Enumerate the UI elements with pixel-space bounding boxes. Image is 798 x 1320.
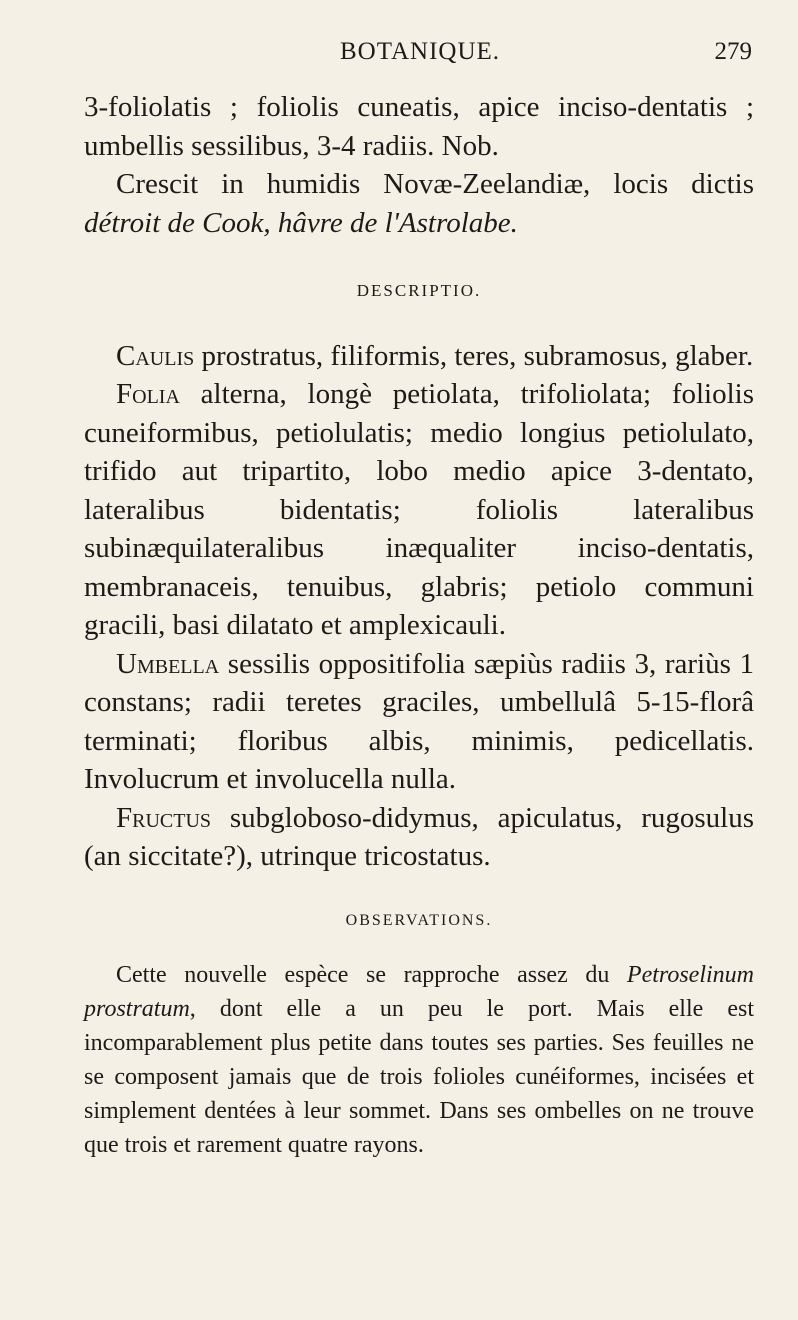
- observations-pre: Cette nouvelle espèce se rapproche assez du: [116, 962, 627, 988]
- observations-post: , dont elle a un peu le port. Mais elle est incomparablement plus petite dans toutes ses parties. Ses feuilles ne se composent jamais que de trois folioles cunéiformes, incisées et simplement dentées à leur sommet. Dans ses ombelles on ne trouve que trois et rarement quatre rayons.: [84, 996, 754, 1158]
- folia-text: alterna, longè petiolata, trifoliolata; foliolis cuneiformibus, petiolulatis; medio longius petiolulato, trifido aut tripartito, lobo medio apice 3-dentato, lateralibus bidentatis; foliolis lateralibus subinæquilateralibus inæqualiter inciso-dentatis, membranaceis, tenuibus, glabris; petiolo communi gracili, basi dilatato et amplexicauli.: [84, 378, 754, 641]
- page-body: [84, 88, 754, 1162]
- umbella-text: sessilis oppositifolia sæpiùs radiis 3, rariùs 1 constans; radii teretes graciles, umbellulâ 5-15-florâ terminati; floribus albis, minimis, pedicellatis. Involucrum et involucella nulla.: [84, 647, 754, 795]
- folia-paragraph: [84, 375, 754, 645]
- habitat-text: Crescit in humidis Novæ-Zeelandiæ, locis dictis: [116, 168, 754, 200]
- observations-heading: OBSERVATIONS.: [345, 911, 493, 929]
- caulis-paragraph: [84, 337, 754, 376]
- observations-species: Petroselinum prostratum: [84, 962, 754, 1022]
- habitat-paragraph: [84, 165, 754, 242]
- header-title: BOTANIQUE.: [339, 38, 501, 65]
- descriptio-heading: DESCRIPTIO.: [356, 281, 482, 300]
- folia-lead: Folia: [116, 378, 180, 410]
- umbella-lead: Umbella: [116, 647, 220, 680]
- diagnosis-paragraph: 3-foliolatis ; foliolis cuneatis, apice inciso-dentatis ; umbellis sessilibus, 3-4 radiis. Nob.: [84, 91, 754, 162]
- fructus-lead: Fructus: [116, 801, 212, 834]
- observations-paragraph: [84, 958, 754, 1162]
- umbella-paragraph: [84, 645, 754, 799]
- habitat-localities: détroit de Cook, hâvre de l'Astrolabe.: [84, 206, 518, 239]
- fructus-text: subgloboso-didymus, apiculatus, rugosulus (an siccitate?), utrinque tricostatus.: [84, 801, 754, 872]
- page-number: 279: [714, 38, 752, 65]
- fructus-paragraph: [84, 799, 754, 876]
- caulis-lead: Caulis: [116, 339, 195, 372]
- running-header: [80, 38, 760, 68]
- caulis-text: prostratus, filiformis, teres, subramosus, glaber.: [194, 339, 754, 372]
